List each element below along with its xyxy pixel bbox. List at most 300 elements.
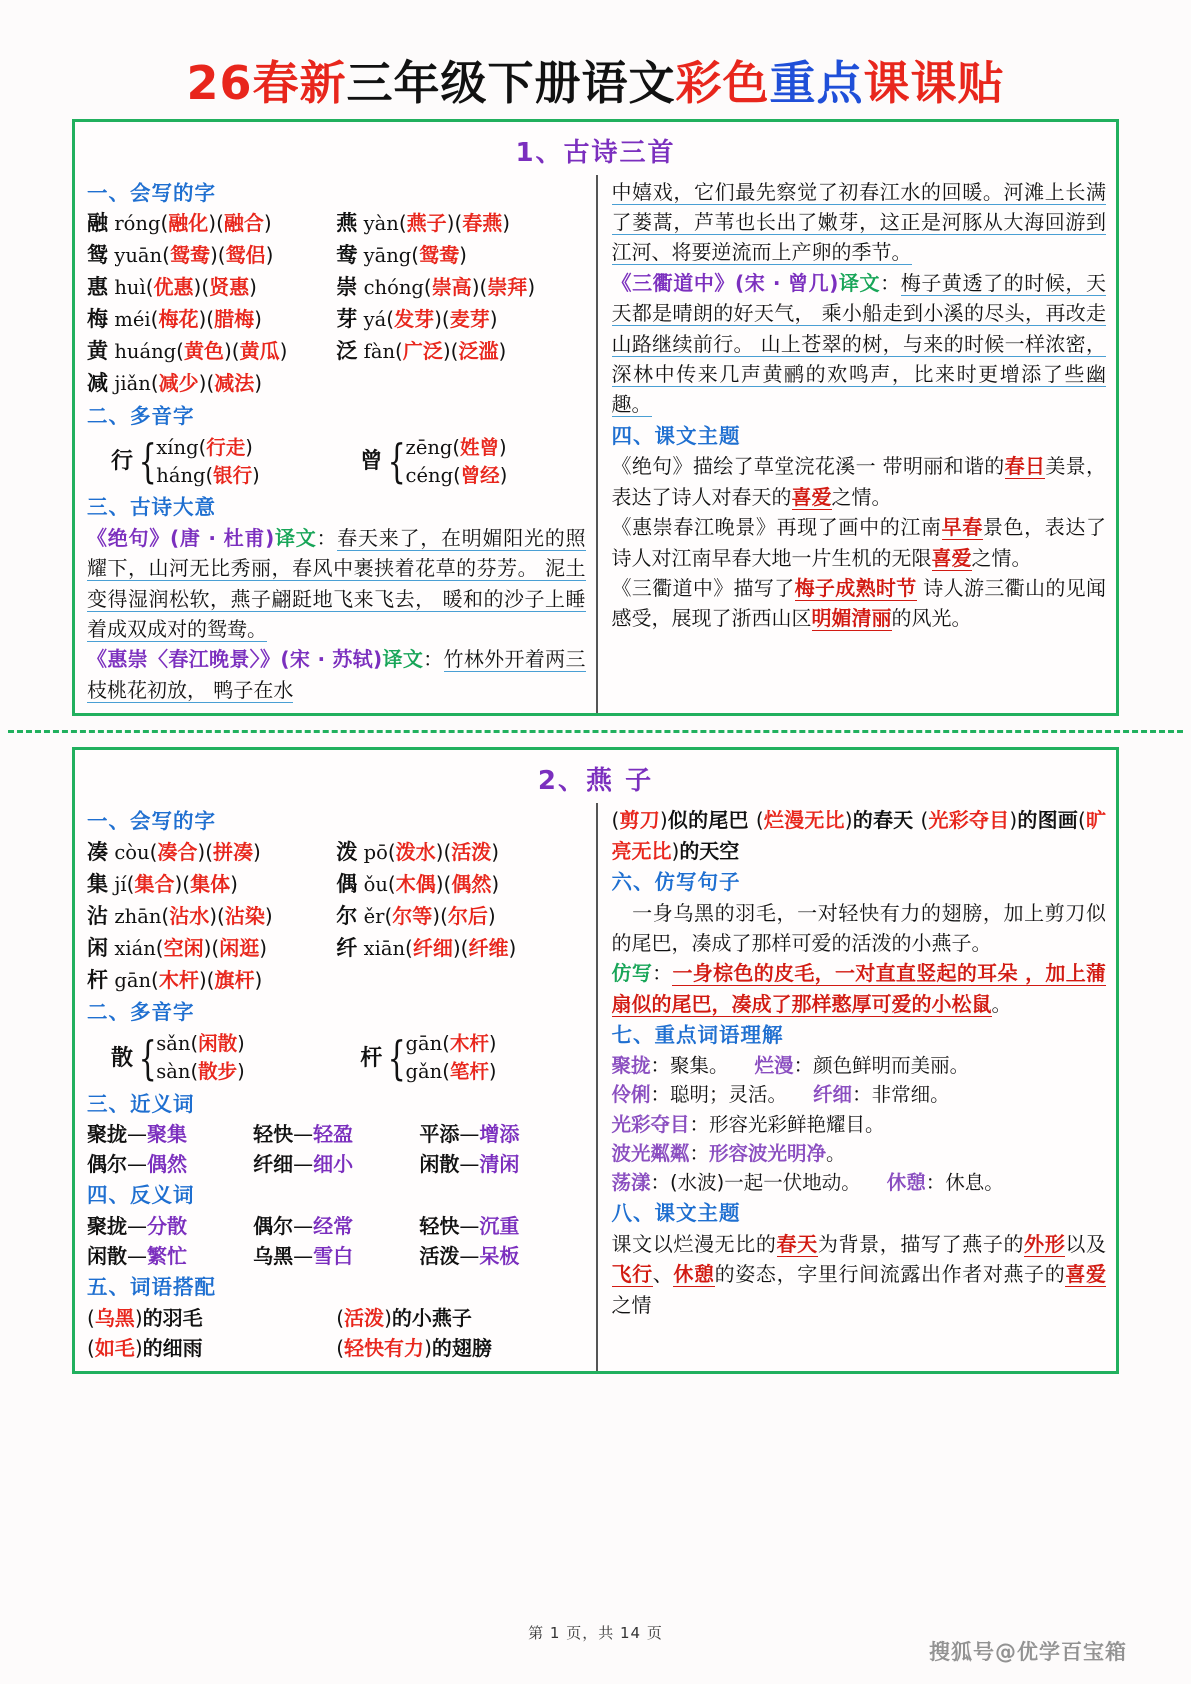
theme-mid: 以及: [1065, 1232, 1107, 1256]
pair-row: [87, 1119, 586, 1149]
pair-second: 细小: [313, 1152, 354, 1177]
theme-keyword: 明媚清丽: [811, 606, 892, 631]
word-pair: [87, 1149, 253, 1179]
vocabulary-list: [612, 1051, 1107, 1197]
lesson-2-title: 2、燕 子: [537, 766, 654, 797]
char-row: [87, 869, 586, 901]
lesson-2-theme: [612, 1229, 1107, 1320]
vocabulary-definition: 非常细。: [871, 1083, 950, 1107]
char-cell: 融 róng(融化)(融合): [87, 211, 272, 236]
pair-second: 聚集: [147, 1122, 187, 1147]
polyphone-reading: gǎn(笔杆): [405, 1060, 497, 1084]
collocation-noun: 的翅膀: [431, 1335, 492, 1360]
poem-2-yiwen-label: 译文: [382, 647, 424, 672]
char-word: 尔后: [447, 903, 488, 928]
collocation: (旷亮无比)的天空: [611, 808, 1107, 863]
reading-word: 闲散: [198, 1032, 238, 1056]
collocation: (乌黑)的羽毛: [87, 1305, 203, 1330]
vocabulary-row: [612, 1110, 1107, 1139]
char-pinyin: fàn: [363, 339, 396, 363]
reading-word: 笔杆: [449, 1060, 489, 1084]
char-word: 闲逛: [219, 935, 260, 960]
lesson-2-card: [72, 747, 1119, 1374]
brace-icon: {: [138, 434, 157, 489]
pair-dash: —: [459, 1244, 480, 1269]
polyphone-readings: [156, 1030, 244, 1087]
polyphone-reading: zēng(姓曾): [405, 435, 507, 459]
word-pair: [419, 1119, 585, 1149]
theme-line: [612, 512, 1107, 573]
theme-pre: 《惠崇春江晚景》再现了画中的江南: [611, 515, 942, 540]
char-pinyin: yuān: [114, 244, 163, 268]
title-part-5: 课课贴: [863, 56, 1005, 110]
collocation-noun: 的春天: [852, 808, 921, 833]
word-pair: [419, 1241, 585, 1271]
collocation: (剪刀)似的尾巴: [611, 808, 756, 833]
polyphone-readings: [406, 1030, 497, 1087]
reading-word: 行走: [206, 435, 246, 459]
vocabulary-colon: ：: [689, 1141, 710, 1165]
vocabulary-definition: 形容光彩鲜艳耀目。: [709, 1112, 885, 1136]
char-word: 空闲: [163, 935, 204, 960]
vocabulary-word: 烂漫: [754, 1054, 794, 1077]
char-word: 崇拜: [487, 275, 528, 300]
theme-keyword: 早春: [941, 515, 983, 540]
char-word: 拼凑: [213, 839, 254, 864]
lesson-2-right-column: [596, 803, 1117, 1371]
theme-keyword: 飞行: [611, 1262, 653, 1287]
title-part-1: 26春新: [186, 56, 347, 110]
char-cell: 闲 xián(空闲)(闲逛): [87, 935, 268, 960]
pair-dash: —: [127, 1122, 147, 1147]
char-cell: 鸳 yuān(鸳鸯)(鸳侣): [87, 243, 274, 268]
char-word: 融化: [168, 211, 209, 236]
antonym-list: [87, 1211, 586, 1271]
reading-pinyin: céng: [405, 463, 454, 487]
watermark: 搜狐号@优学百宝箱: [929, 1640, 1127, 1664]
collocation-word: 旷亮无比: [611, 808, 1107, 863]
char-cell-empty: [336, 368, 585, 400]
char-word: 泛滥: [458, 338, 499, 363]
collocation: (活泼)的小燕子: [336, 1305, 472, 1330]
char-word: 纤维: [468, 935, 509, 960]
char-glyph: 减: [87, 370, 108, 395]
char-word: 旗杆: [214, 967, 255, 992]
poem-2-author: (宋 · 苏轼): [280, 647, 383, 672]
char-glyph: 惠: [87, 275, 108, 300]
poem-2-translation-continued: [612, 177, 1107, 268]
pair-first: 闲散: [87, 1244, 127, 1269]
char-word: 鸳鸯: [169, 243, 210, 268]
char-word: 燕子: [406, 211, 447, 236]
collocation-word: 活泼: [344, 1305, 385, 1330]
collocation-row: [87, 1333, 586, 1363]
poem-1-author: (唐 · 杜甫): [170, 525, 275, 550]
polyphone-item: [336, 434, 585, 491]
char-glyph: 杆: [87, 967, 108, 992]
imitate-text: 一身棕色的皮毛，一对直直竖起的耳朵 ，加上蒲扇似的尾巴，凑成了那样憨厚可爱的小松鼠: [611, 961, 1107, 1016]
heading-4-antonyms: 四、反义词: [87, 1183, 195, 1208]
lesson-2-left-column: [75, 803, 596, 1371]
theme-keyword: 外形: [1024, 1232, 1066, 1256]
theme-keyword: 喜爱: [1065, 1262, 1107, 1287]
vocabulary-word: 光彩夺目: [611, 1112, 690, 1136]
reading-pinyin: sǎn: [156, 1032, 191, 1056]
char-word: 发芽: [394, 307, 435, 332]
vocabulary-colon: ：: [650, 1083, 671, 1107]
reading-pinyin: xíng: [156, 435, 199, 459]
vocabulary-row: [612, 1080, 1107, 1109]
pair-first: 闲散: [419, 1152, 460, 1177]
char-word: 集合: [134, 871, 175, 896]
pair-first: 轻快: [253, 1122, 294, 1147]
char-cell: 杆 gān(木杆)(旗杆): [87, 967, 263, 992]
pair-first: 轻快: [419, 1214, 460, 1239]
vocabulary-definition: (水波)一起一伏地动。: [670, 1171, 861, 1194]
poem-1-text: 春天来了，在明媚阳光的照耀下，山河无比秀丽，春风中裹挟着花草的芬芳。 泥土变得湿润松软，燕子翩跹地飞来飞去， 暖和的沙子上睡着成双成对的鸳鸯。: [87, 525, 586, 641]
char-pinyin: róng: [114, 212, 161, 236]
char-pinyin: xián: [114, 936, 156, 960]
char-word: 木偶: [395, 871, 436, 896]
char-pinyin: ěr: [363, 904, 385, 928]
char-glyph: 凑: [87, 839, 108, 864]
char-word: 集体: [190, 871, 231, 896]
char-glyph: 闲: [87, 935, 108, 960]
char-cell: 黄 huáng(黄色)(黄瓜): [87, 338, 288, 363]
char-cell: 泛 fàn(广泛)(泛滥): [336, 338, 507, 363]
char-glyph: 沾: [87, 903, 108, 928]
char-glyph: 鸯: [336, 243, 358, 268]
polyphone-reading: céng(曾经): [405, 463, 508, 487]
vocabulary-colon: ：: [650, 1171, 671, 1194]
poem-3-translation: [612, 268, 1107, 420]
char-glyph: 崇: [336, 275, 358, 300]
theme-mid: 美景，表达了诗人对春天的: [611, 454, 1107, 509]
theme-keyword: 喜爱: [791, 484, 832, 509]
brace-icon: {: [387, 434, 406, 489]
char-row: [87, 965, 586, 997]
theme-mid: 为背景，描写了燕子的: [817, 1232, 1025, 1256]
char-pinyin: méi: [114, 308, 151, 332]
char-pinyin: pō: [363, 840, 388, 864]
pair-dash: —: [293, 1214, 314, 1239]
char-row: [87, 933, 586, 965]
pair-first: 活泼: [419, 1244, 460, 1269]
imitate-colon: ：: [652, 961, 673, 986]
char-cell: 沾 zhān(沾水)(沾染): [87, 903, 273, 928]
pair-row: [87, 1211, 586, 1241]
vocabulary-definition: 休息。: [945, 1171, 1004, 1194]
collocation-noun: 似的尾巴: [667, 808, 756, 833]
word-pair: [253, 1119, 419, 1149]
char-pinyin: jiǎn: [114, 371, 151, 395]
pair-second: 偶然: [147, 1152, 187, 1177]
char-word: 减少: [158, 370, 199, 395]
vocabulary-definition: 聪明；灵活。: [670, 1083, 788, 1107]
vocabulary-word: 聚拢: [611, 1054, 651, 1077]
pair-dash: —: [459, 1214, 480, 1239]
word-pair: [253, 1149, 419, 1179]
lesson-2-char-grid: [87, 837, 586, 997]
brace-icon: {: [387, 1030, 406, 1085]
polyphone-char: 行: [111, 448, 134, 474]
polyphone-readings: [156, 434, 259, 491]
vocabulary-definition: 颜色鲜明而美丽。: [813, 1054, 970, 1077]
char-row: [87, 272, 586, 304]
poem-2-title: 《惠崇〈春江晚景〉》: [87, 647, 281, 672]
heading-2-polyphones: 二、多音字: [87, 403, 195, 428]
page-title: [0, 0, 1191, 119]
char-word: 泼水: [395, 839, 436, 864]
poem-1-translation: [87, 523, 586, 645]
pair-second: 呆板: [479, 1244, 520, 1269]
char-cell: 偶 ǒu(木偶)(偶然): [336, 871, 500, 896]
reading-word: 木杆: [449, 1032, 489, 1056]
char-row: [87, 837, 586, 869]
pair-second: 增添: [479, 1122, 520, 1147]
card-separator: [8, 730, 1183, 733]
char-cell: 芽 yá(发芽)(麦芽): [336, 307, 498, 332]
char-pinyin: yá: [363, 308, 387, 332]
reading-word: 姓曾: [460, 435, 500, 459]
lesson-2-polyphone-group: [87, 1028, 586, 1088]
char-cell: 集 jí(集合)(集体): [87, 871, 238, 896]
poem-1-colon: ：: [316, 525, 338, 550]
word-pair: [87, 1211, 253, 1241]
heading-8-text-theme: 八、课文主题: [611, 1201, 741, 1226]
lesson-1-polyphone-group: [87, 432, 586, 492]
pair-second: 经常: [313, 1214, 354, 1239]
char-glyph: 黄: [87, 338, 108, 363]
char-pinyin: yàn: [363, 212, 399, 236]
pair-second: 沉重: [479, 1214, 520, 1239]
char-pinyin: zhān: [114, 904, 162, 928]
char-word: 优惠: [153, 275, 194, 300]
char-word: 崇高: [431, 275, 472, 300]
collocation-row: [87, 1303, 586, 1333]
heading-1-writable-chars-l2: 一、会写的字: [87, 809, 216, 834]
pair-first: 偶尔: [87, 1152, 127, 1177]
poem-1-title: 《绝句》: [87, 525, 170, 550]
poem-3-yiwen-label: 译文: [838, 270, 881, 295]
char-pinyin: chóng: [363, 276, 424, 300]
char-pinyin: ǒu: [363, 872, 388, 896]
char-word: 春燕: [462, 211, 503, 236]
poem-1-yiwen-label: 译文: [274, 525, 317, 550]
word-pair: [87, 1241, 253, 1271]
char-pinyin: huì: [114, 276, 146, 300]
char-cell: 梅 méi(梅花)(腊梅): [87, 307, 262, 332]
poem-3-author: (宋 · 曾几): [735, 270, 839, 295]
reading-pinyin: sàn: [156, 1060, 191, 1084]
char-glyph: 梅: [87, 307, 108, 332]
heading-1-writable-chars: 一、会写的字: [87, 180, 216, 205]
heading-2-polyphones-l2: 二、多音字: [87, 1000, 195, 1025]
collocation-noun: 的细雨: [142, 1335, 203, 1360]
lesson-1-theme-list: [612, 451, 1107, 633]
collocation: (如毛)的细雨: [87, 1335, 203, 1360]
title-part-4: 重点: [769, 56, 864, 110]
pair-dash: —: [127, 1214, 147, 1239]
vocabulary-definition: 形容波光明净: [709, 1141, 827, 1165]
pair-first: 纤细: [253, 1152, 294, 1177]
collocation-noun: 的羽毛: [142, 1305, 203, 1330]
lesson-1-char-grid: [87, 208, 586, 399]
char-glyph: 集: [87, 871, 108, 896]
pair-dash: —: [293, 1244, 314, 1269]
char-word: 活泼: [451, 839, 492, 864]
heading-7-key-vocabulary: 七、重点词语理解: [611, 1023, 784, 1048]
char-word: 麦芽: [449, 307, 490, 332]
reading-pinyin: gǎn: [405, 1060, 443, 1084]
theme-pre: 《绝句》描绘了草堂浣花溪一 带明丽和谐的: [611, 454, 1005, 479]
reading-word: 曾经: [460, 463, 500, 487]
vocabulary-row: [612, 1168, 1107, 1197]
pair-dash: —: [127, 1244, 147, 1269]
pair-first: 乌黑: [253, 1244, 294, 1269]
char-glyph: 泛: [336, 338, 358, 363]
char-glyph: 泼: [336, 839, 358, 864]
lesson-1-left-column: [75, 175, 596, 714]
polyphone-char: 散: [111, 1045, 134, 1071]
theme-keyword: 梅子成熟时节: [794, 576, 917, 601]
collocation-noun: 的天空: [679, 838, 740, 863]
char-glyph: 融: [87, 211, 108, 236]
pair-row: [87, 1241, 586, 1271]
polyphone-item: [87, 1030, 336, 1087]
vocabulary-tail: 。: [826, 1141, 846, 1165]
char-word: 梅花: [158, 307, 199, 332]
page-footer: [0, 1622, 1191, 1662]
synonym-list: [87, 1119, 586, 1179]
word-pair: [419, 1211, 585, 1241]
poem-2-text: 竹林外开着两三枝桃花初放， 鸭子在水: [87, 647, 586, 702]
theme-post: 的风光。: [891, 606, 972, 631]
polyphone-item: [336, 1030, 585, 1087]
char-word: 凑合: [157, 839, 198, 864]
theme-keyword: 喜爱: [931, 545, 972, 570]
char-word: 融合: [223, 211, 264, 236]
reading-pinyin: zēng: [405, 435, 453, 459]
collocation: (烂漫无比)的春天: [755, 808, 921, 833]
char-word: 偶然: [451, 871, 492, 896]
char-word: 黄色: [183, 338, 224, 363]
vocabulary-colon: ：: [793, 1054, 814, 1077]
imitate-example: 一身乌黑的羽毛，一对轻快有力的翅膀，加上剪刀似的尾巴，凑成了那样可爱的活泼的小燕子。: [611, 900, 1106, 956]
lesson-1-title: 1、古诗三首: [515, 137, 676, 168]
pair-dash: —: [127, 1152, 147, 1177]
polyphone-reading: háng(银行): [156, 463, 260, 487]
pair-second: 清闲: [479, 1152, 520, 1177]
word-pair: [419, 1149, 585, 1179]
char-glyph: 尔: [336, 903, 358, 928]
heading-4-text-theme: 四、课文主题: [611, 423, 741, 448]
pair-first: 平添: [419, 1122, 460, 1147]
collocation-word: 轻快有力: [344, 1335, 425, 1360]
char-cell-empty: [336, 965, 585, 997]
collocation-list: [87, 1303, 586, 1363]
vocabulary-colon: ：: [925, 1171, 946, 1194]
collocation-word: 烂漫无比: [763, 808, 845, 833]
vocabulary-word: 波光粼粼: [611, 1141, 690, 1165]
theme-line: [612, 573, 1107, 634]
word-pair: [87, 1119, 253, 1149]
word-pair: [253, 1211, 419, 1241]
pair-second: 轻盈: [313, 1122, 354, 1147]
theme-mid: 的姿态，字里行间流露出作者对燕子的: [714, 1262, 1066, 1287]
char-row: [87, 208, 586, 240]
collocation-word: 光彩夺目: [928, 808, 1010, 833]
char-cell: 减 jiǎn(减少)(减法): [87, 370, 263, 395]
polyphone-char: 杆: [360, 1045, 383, 1071]
brace-icon: {: [138, 1030, 157, 1085]
char-pinyin: yāng: [363, 244, 412, 268]
char-pinyin: gān: [114, 968, 152, 992]
reading-pinyin: gān: [405, 1032, 443, 1056]
vocabulary-row: [612, 1051, 1107, 1080]
collocation-word: 如毛: [94, 1335, 135, 1360]
char-word: 贤惠: [209, 275, 250, 300]
char-pinyin: huáng: [114, 339, 177, 363]
char-word: 鸳侣: [225, 243, 266, 268]
char-pinyin: jí: [114, 872, 127, 896]
polyphone-char: 曾: [360, 448, 383, 474]
collocation: (光彩夺目)的图画: [920, 808, 1078, 833]
vocabulary-colon: ：: [650, 1054, 671, 1077]
char-glyph: 鸳: [87, 243, 108, 268]
page-number: 第 1 页，共 14 页: [528, 1624, 663, 1642]
char-word: 减法: [214, 370, 255, 395]
pair-second: 繁忙: [147, 1244, 187, 1269]
polyphone-reading: sàn(散步): [156, 1060, 245, 1084]
lesson-2-columns: [75, 803, 1116, 1371]
theme-post: 之情。: [831, 484, 892, 509]
heading-3-poem-meaning: 三、古诗大意: [87, 495, 216, 520]
pair-dash: —: [459, 1152, 480, 1177]
collocation-word: 剪刀: [619, 808, 660, 833]
vocabulary-word: 纤细: [813, 1083, 853, 1107]
theme-pre: 《三衢道中》描写了: [611, 576, 795, 601]
char-glyph: 燕: [336, 211, 358, 236]
pair-dash: —: [293, 1122, 314, 1147]
vocabulary-row: [612, 1139, 1107, 1168]
char-cell: 鸯 yāng(鸳鸯): [336, 243, 467, 268]
reading-pinyin: háng: [156, 463, 206, 487]
vocabulary-definition: 聚集。: [670, 1054, 729, 1077]
char-row: [87, 368, 586, 400]
char-row: [87, 304, 586, 336]
poem-2-text-continued: 中嬉戏，它们最先察觉了初春江水的回暖。河滩上长满了蒌蒿，芦苇也长出了嫩芽，这正是河豚从大海回游到江河、将要逆流而上产卵的季节。: [611, 179, 1106, 265]
char-word: 广泛: [402, 338, 443, 363]
char-cell: 泼 pō(泼水)(活泼): [336, 839, 500, 864]
lesson-1-columns: [75, 175, 1116, 714]
theme-keyword: 春天: [776, 1232, 818, 1256]
word-pair: [253, 1241, 419, 1271]
theme-post: 之情。: [971, 545, 1032, 570]
char-pinyin: còu: [114, 840, 150, 864]
char-word: 黄瓜: [239, 338, 280, 363]
char-word: 木杆: [158, 967, 199, 992]
theme-mid: 、: [652, 1262, 674, 1287]
theme-post: 之情: [611, 1292, 652, 1317]
poem-2-colon: ：: [423, 647, 444, 672]
char-row: [87, 240, 586, 272]
pair-first: 偶尔: [253, 1214, 294, 1239]
vocabulary-word: 休憩: [886, 1171, 926, 1194]
char-glyph: 纤: [336, 935, 358, 960]
title-part-3: 彩色: [675, 56, 770, 110]
poem-3-title: 《三衢道中》: [611, 270, 736, 295]
